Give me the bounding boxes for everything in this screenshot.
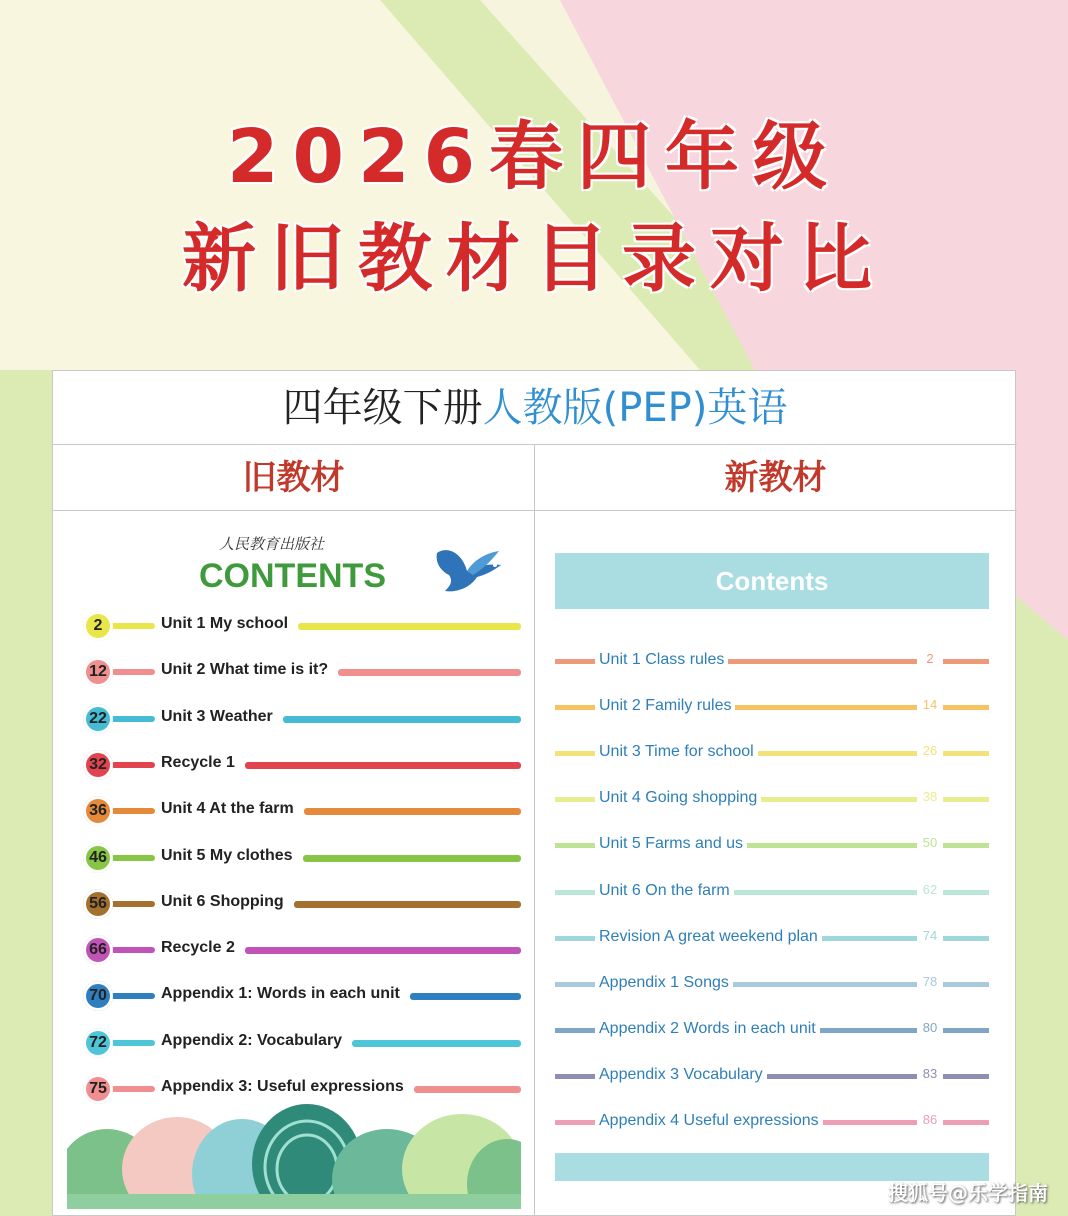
- old-contents-row: [83, 981, 521, 1011]
- new-contents-row: [555, 833, 989, 857]
- row-page-number: 26: [922, 743, 938, 759]
- row-page-number: 74: [922, 927, 938, 943]
- row-color-bar: [304, 808, 521, 815]
- old-contents-row: [83, 843, 521, 873]
- watermark: 搜狐号@乐学指南: [888, 1181, 1048, 1205]
- row-color-bar: [352, 1040, 521, 1047]
- row-label: Unit 4 At the farm: [161, 800, 302, 818]
- row-color-bar: [294, 901, 521, 908]
- page-number-badge: 46: [83, 843, 113, 873]
- row-lead-line: [555, 890, 595, 895]
- hills-illustration: [67, 1089, 521, 1209]
- new-contents-row: [555, 972, 989, 996]
- column-headings: [53, 445, 1017, 511]
- old-contents-row: [83, 796, 521, 826]
- row-label: Appendix 2: Vocabulary: [161, 1032, 350, 1050]
- row-label: Unit 6 Shopping: [161, 893, 292, 911]
- row-label: Unit 1 Class rules: [599, 651, 728, 669]
- row-label: Unit 5 Farms and us: [599, 835, 747, 853]
- main-title-line-1: 2026春四年级: [227, 114, 841, 200]
- row-label: Recycle 1: [161, 754, 243, 772]
- row-label: Unit 2 Family rules: [599, 697, 735, 715]
- new-textbook-label: 新教材: [724, 458, 827, 498]
- row-label: Unit 3 Weather: [161, 708, 281, 726]
- page-number-badge: 72: [83, 1028, 113, 1058]
- old-textbook-label: 旧教材: [242, 458, 345, 498]
- row-color-bar: [338, 669, 521, 676]
- row-leader-line: [734, 890, 917, 895]
- row-tail-line: [943, 843, 989, 848]
- page-number-badge: 2: [83, 611, 113, 641]
- row-leader-line: [758, 751, 917, 756]
- row-label: Unit 3 Time for school: [599, 743, 758, 761]
- new-book-contents: [555, 545, 989, 1216]
- page-number-badge: 70: [83, 981, 113, 1011]
- row-color-bar: [298, 623, 521, 630]
- new-contents-row: [555, 1018, 989, 1042]
- row-leader-line: [767, 1074, 917, 1079]
- old-contents-row: [83, 935, 521, 965]
- page-number-badge: 36: [83, 796, 113, 826]
- old-contents-row: [83, 889, 521, 919]
- row-color-bar: [245, 762, 521, 769]
- row-page-number: 14: [922, 697, 938, 713]
- row-tail-line: [943, 705, 989, 710]
- row-tail-line: [943, 797, 989, 802]
- row-connector: [111, 623, 155, 629]
- row-label: Appendix 3 Vocabulary: [599, 1066, 767, 1084]
- row-page-number: 83: [922, 1065, 938, 1081]
- row-lead-line: [555, 1120, 595, 1125]
- row-label: Revision A great weekend plan: [599, 928, 822, 946]
- row-lead-line: [555, 1074, 595, 1079]
- comparison-card: [52, 370, 1016, 1216]
- row-connector: [111, 716, 155, 722]
- new-contents-row: [555, 926, 989, 950]
- row-tail-line: [943, 890, 989, 895]
- row-connector: [111, 808, 155, 814]
- row-tail-line: [943, 1028, 989, 1033]
- new-contents-title: Contents: [715, 566, 829, 596]
- new-contents-row: [555, 1064, 989, 1088]
- row-lead-line: [555, 843, 595, 848]
- row-leader-line: [747, 843, 917, 848]
- row-page-number: 62: [922, 881, 938, 897]
- old-contents-row: [83, 611, 521, 641]
- page-number-badge: 12: [83, 657, 113, 687]
- new-contents-row: [555, 1110, 989, 1134]
- row-leader-line: [822, 936, 917, 941]
- row-label: Appendix 2 Words in each unit: [599, 1020, 820, 1038]
- page-number-badge: 75: [83, 1074, 113, 1104]
- row-leader-line: [820, 1028, 917, 1033]
- row-tail-line: [943, 982, 989, 987]
- row-label: Appendix 1: Words in each unit: [161, 985, 408, 1003]
- row-label: Appendix 4 Useful expressions: [599, 1112, 823, 1130]
- row-color-bar: [303, 855, 521, 862]
- row-tail-line: [943, 1120, 989, 1125]
- new-contents-row: [555, 787, 989, 811]
- card-heading: [53, 371, 1017, 445]
- row-connector: [111, 669, 155, 675]
- row-label: Unit 6 On the farm: [599, 882, 734, 900]
- row-lead-line: [555, 936, 595, 941]
- row-color-bar: [245, 947, 521, 954]
- row-page-number: 86: [922, 1112, 938, 1127]
- row-leader-line: [761, 797, 917, 802]
- row-connector: [111, 901, 155, 907]
- row-lead-line: [555, 705, 595, 710]
- row-lead-line: [555, 982, 595, 987]
- row-lead-line: [555, 797, 595, 802]
- main-title-line-2: 新旧教材目录对比: [182, 216, 886, 302]
- row-page-number: 80: [922, 1019, 938, 1035]
- row-label: Unit 1 My school: [161, 615, 296, 633]
- page-number-badge: 56: [83, 889, 113, 919]
- row-leader-line: [823, 1120, 917, 1125]
- column-divider: [534, 445, 535, 1216]
- row-leader-line: [733, 982, 917, 987]
- heading-edition: 人教版(PEP)英语: [482, 385, 788, 431]
- row-tail-line: [943, 1074, 989, 1079]
- row-label: Unit 4 Going shopping: [599, 789, 761, 807]
- row-color-bar: [410, 993, 521, 1000]
- page-number-badge: 32: [83, 750, 113, 780]
- row-page-number: 50: [922, 835, 938, 851]
- row-connector: [111, 762, 155, 768]
- row-label: Unit 2 What time is it?: [161, 661, 336, 679]
- heading-grade: 四年级下册: [282, 385, 483, 431]
- old-contents-row: [83, 1028, 521, 1058]
- row-tail-line: [943, 936, 989, 941]
- row-connector: [111, 947, 155, 953]
- bird-icon: [427, 541, 507, 611]
- row-page-number: 2: [926, 651, 934, 666]
- row-label: Appendix 3: Useful expressions: [161, 1078, 412, 1096]
- new-contents-row: [555, 695, 989, 719]
- row-color-bar: [283, 716, 521, 723]
- row-lead-line: [555, 1028, 595, 1033]
- row-connector: [111, 1040, 155, 1046]
- old-contents-row: [83, 657, 521, 687]
- old-book-contents: [67, 519, 521, 1209]
- row-lead-line: [555, 659, 595, 664]
- page-number-badge: 22: [83, 704, 113, 734]
- new-contents-row: [555, 649, 989, 673]
- new-contents-row: [555, 880, 989, 904]
- old-contents-title: CONTENTS: [199, 557, 386, 595]
- row-leader-line: [728, 659, 917, 664]
- old-contents-row: [83, 704, 521, 734]
- row-tail-line: [943, 751, 989, 756]
- row-tail-line: [943, 659, 989, 664]
- page-number-badge: 66: [83, 935, 113, 965]
- old-contents-row: [83, 750, 521, 780]
- publisher-name: 人民教育出版社: [219, 535, 325, 553]
- row-page-number: 78: [922, 973, 938, 989]
- row-leader-line: [735, 705, 917, 710]
- row-connector: [111, 855, 155, 861]
- row-label: Unit 5 My clothes: [161, 847, 301, 865]
- row-lead-line: [555, 751, 595, 756]
- row-label: Appendix 1 Songs: [599, 974, 733, 992]
- row-label: Recycle 2: [161, 939, 243, 957]
- row-page-number: 38: [922, 789, 938, 805]
- row-connector: [111, 993, 155, 999]
- new-contents-row: [555, 741, 989, 765]
